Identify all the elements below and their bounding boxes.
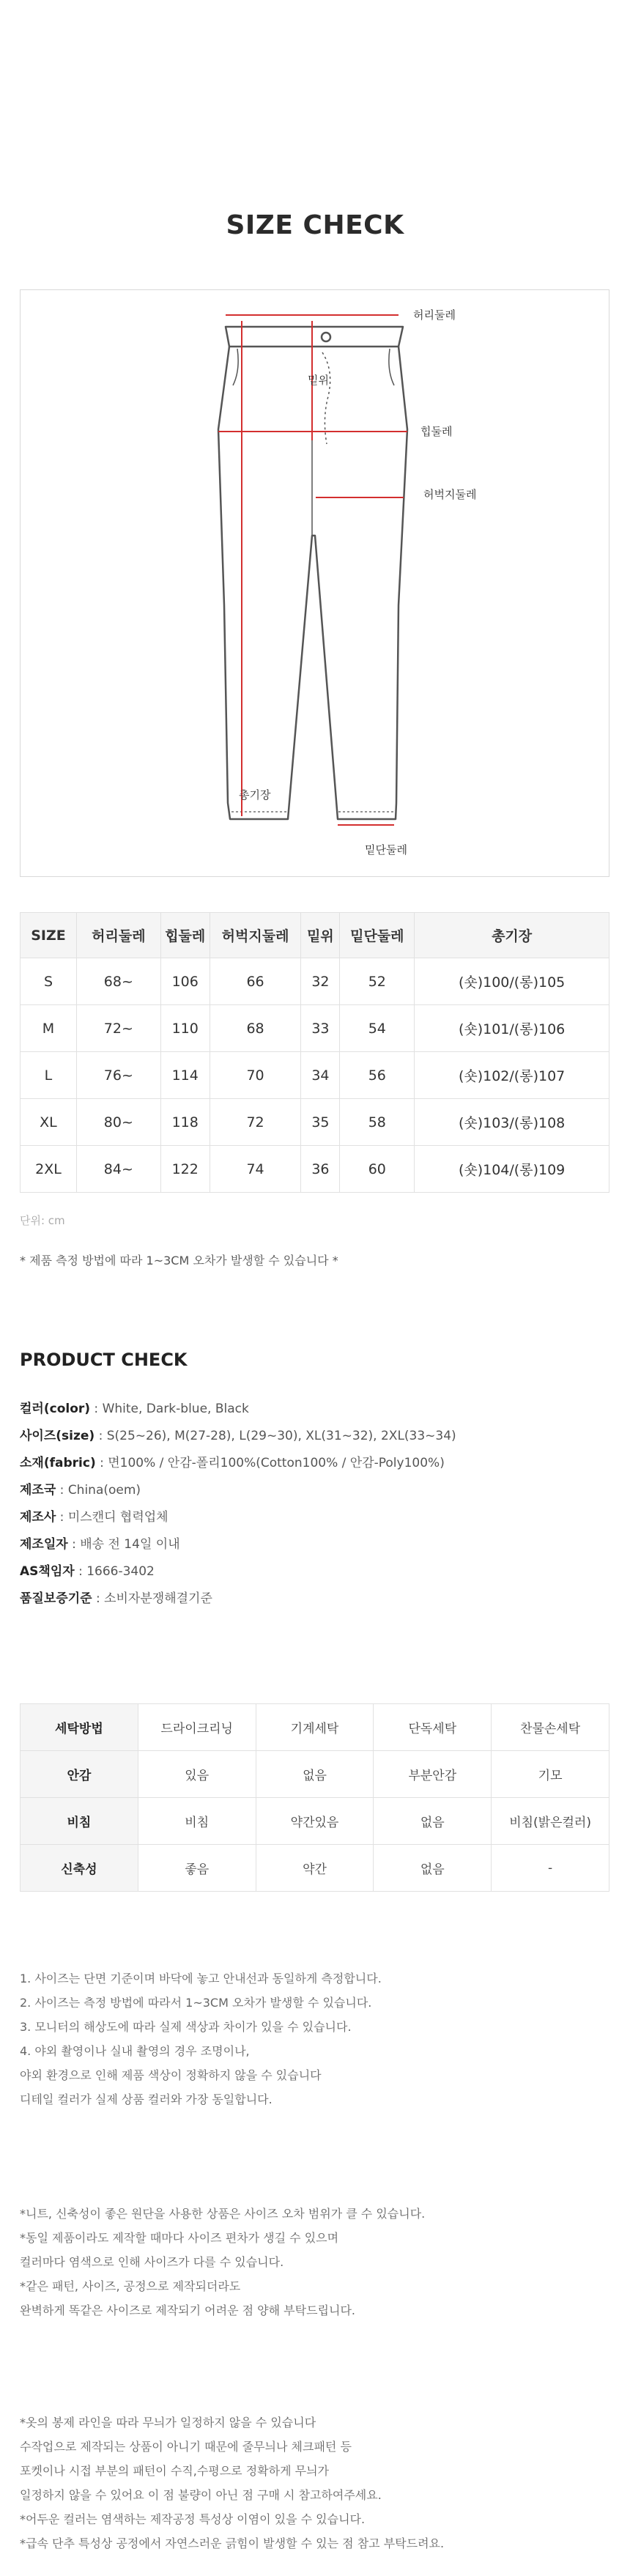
info-value: : S(25~26), M(27-28), L(29~30), XL(31~32), 2XL(33~34) (94, 1429, 456, 1443)
table-cell: S (21, 958, 77, 1005)
measurement-notice: * 제품 측정 방법에 따라 1~3CM 오차가 발생할 수 있습니다 * (20, 1254, 338, 1267)
pants-outline (226, 327, 403, 347)
info-value: : 1666-3402 (74, 1564, 155, 1579)
table-cell: 2XL (21, 1146, 77, 1193)
care-cell: 기계세탁 (256, 1704, 374, 1751)
note-line: 1. 사이즈는 단면 기준이며 바닥에 놓고 안내선과 동일하게 측정합니다. (20, 1972, 382, 1985)
care-cell: 드라이크리닝 (138, 1704, 256, 1751)
care-cell: 약간 (256, 1845, 374, 1892)
hip-label: 힙둘레 (420, 425, 453, 438)
table-cell: 36 (301, 1146, 340, 1193)
note-line: 디테일 컬러가 실제 상품 컬러와 가장 동일합니다. (20, 2092, 273, 2106)
table-cell: (숏)103/(롱)108 (415, 1099, 609, 1146)
product-info-item (20, 1585, 456, 1613)
info-label: 제조일자 (20, 1537, 68, 1552)
rise-label: 밑위 (308, 374, 329, 387)
info-label: 사이즈(size) (20, 1429, 95, 1443)
note-line: 3. 모니터의 해상도에 따라 실제 색상과 차이가 있을 수 있습니다. (20, 2020, 352, 2034)
thigh-label: 허벅지둘레 (423, 488, 477, 501)
header-cell: 허리둘레 (76, 913, 160, 958)
note-line: 포켓이나 시접 부분의 패턴이 수직,수평으로 정확하게 무늬가 (20, 2464, 330, 2478)
product-check-title: PRODUCT CHECK (20, 1350, 188, 1370)
info-label: 제조사 (20, 1510, 56, 1525)
care-cell: 찬물손세탁 (492, 1704, 609, 1751)
table-row (21, 1099, 609, 1146)
table-cell: 68 (210, 1005, 301, 1052)
table-cell: 32 (301, 958, 340, 1005)
care-cell: 비침 (138, 1798, 256, 1845)
care-row-label: 안감 (21, 1751, 138, 1798)
table-cell: 68~ (76, 958, 160, 1005)
note-line: *어두운 컬러는 염색하는 제작공정 특성상 이염이 있을 수 있습니다. (20, 2512, 366, 2526)
note-line: *급속 단추 특성상 공정에서 자연스러운 긁힘이 발생할 수 있는 점 참고 부탁드려요. (20, 2536, 445, 2550)
table-cell: 76~ (76, 1052, 160, 1099)
table-cell: 110 (160, 1005, 210, 1052)
header-cell: 총기장 (415, 913, 609, 958)
product-info-item (20, 1504, 456, 1531)
table-cell: (숏)104/(롱)109 (415, 1146, 609, 1193)
care-row-label: 비침 (21, 1798, 138, 1845)
table-cell: 60 (340, 1146, 415, 1193)
table-cell: 70 (210, 1052, 301, 1099)
info-label: 소재(fabric) (20, 1456, 96, 1470)
note-line: *같은 패턴, 사이즈, 공정으로 제작되더라도 (20, 2279, 241, 2293)
table-cell: 35 (301, 1099, 340, 1146)
table-cell: XL (21, 1099, 77, 1146)
info-label: 품질보증기준 (20, 1591, 92, 1606)
table-cell: 106 (160, 958, 210, 1005)
table-cell: 58 (340, 1099, 415, 1146)
care-cell: 없음 (256, 1751, 374, 1798)
care-cell: 없음 (374, 1798, 492, 1845)
info-label: 컬러(color) (20, 1402, 91, 1416)
note-line: *옷의 봉제 라인을 따라 무늬가 일정하지 않을 수 있습니다 (20, 2416, 316, 2429)
info-value: : 면100% / 안감-폴리100%(Cotton100% / 안감-Poly100%) (95, 1456, 445, 1470)
product-info-item (20, 1558, 456, 1585)
header-cell: SIZE (21, 913, 77, 958)
table-cell: L (21, 1052, 77, 1099)
care-row (21, 1751, 609, 1798)
size-notes (20, 1966, 382, 2111)
pattern-notes (20, 2410, 444, 2555)
care-row-label: 신축성 (21, 1845, 138, 1892)
table-cell: 56 (340, 1052, 415, 1099)
note-line: 4. 야외 촬영이나 실내 촬영의 경우 조명이나, (20, 2044, 250, 2058)
table-row (21, 1146, 609, 1193)
care-row (21, 1845, 609, 1892)
note-line: 2. 사이즈는 측정 방법에 따라서 1~3CM 오차가 발생할 수 있습니다. (20, 1996, 372, 2010)
table-cell: M (21, 1005, 77, 1052)
table-cell: 66 (210, 958, 301, 1005)
table-cell: 72~ (76, 1005, 160, 1052)
product-info-item (20, 1531, 456, 1558)
table-cell: (숏)102/(롱)107 (415, 1052, 609, 1099)
care-cell: 기모 (492, 1751, 609, 1798)
unit-note: 단위: cm (20, 1214, 65, 1227)
header-cell: 힙둘레 (160, 913, 210, 958)
size-table (20, 912, 609, 1193)
table-cell: 33 (301, 1005, 340, 1052)
info-label: 제조국 (20, 1483, 56, 1498)
note-line: *니트, 신축성이 좋은 원단을 사용한 상품은 사이즈 오차 범위가 클 수 있습니다. (20, 2207, 426, 2221)
care-cell: 있음 (138, 1751, 256, 1798)
product-info-item (20, 1423, 456, 1450)
note-line: *동일 제품이라도 제작할 때마다 사이즈 편차가 생길 수 있으며 (20, 2231, 339, 2245)
table-row (21, 958, 609, 1005)
product-info-list (20, 1396, 456, 1613)
care-row (21, 1704, 609, 1751)
info-label: AS책임자 (20, 1564, 75, 1579)
care-table (20, 1703, 609, 1892)
care-row-label: 세탁방법 (21, 1704, 138, 1751)
note-line: 완벽하게 똑같은 사이즈로 제작되기 어려운 점 양해 부탁드립니다. (20, 2303, 356, 2317)
info-value: : 미스캔디 협력업체 (56, 1510, 168, 1525)
table-cell: 118 (160, 1099, 210, 1146)
care-cell: - (492, 1845, 609, 1892)
hem-label: 밑단둘레 (365, 843, 407, 856)
fabric-notes (20, 2202, 425, 2323)
table-cell: 84~ (76, 1146, 160, 1193)
care-cell: 약간있음 (256, 1798, 374, 1845)
care-cell: 비침(밝은컬러) (492, 1798, 609, 1845)
table-row (21, 1005, 609, 1052)
care-cell: 좋음 (138, 1845, 256, 1892)
header-cell: 허벅지둘레 (210, 913, 301, 958)
size-table-header (21, 913, 609, 958)
table-cell: (숏)101/(롱)106 (415, 1005, 609, 1052)
table-cell: 52 (340, 958, 415, 1005)
care-cell: 없음 (374, 1845, 492, 1892)
care-row (21, 1798, 609, 1845)
table-cell: 74 (210, 1146, 301, 1193)
info-value: : 소비자분쟁해결기준 (92, 1591, 212, 1606)
table-cell: 34 (301, 1052, 340, 1099)
pants-diagram (20, 289, 609, 877)
note-line: 야외 환경으로 인해 제품 색상이 정확하지 않을 수 있습니다 (20, 2068, 322, 2082)
length-label: 총기장 (239, 788, 271, 802)
info-value: : 배송 전 14일 이내 (67, 1537, 180, 1552)
product-info-item (20, 1450, 456, 1477)
care-cell: 단독세탁 (374, 1704, 492, 1751)
table-row (21, 1052, 609, 1099)
table-cell: 54 (340, 1005, 415, 1052)
table-cell: (숏)100/(롱)105 (415, 958, 609, 1005)
table-cell: 80~ (76, 1099, 160, 1146)
note-line: 컬러마다 염색으로 인해 사이즈가 다를 수 있습니다. (20, 2255, 284, 2269)
table-cell: 122 (160, 1146, 210, 1193)
product-info-item (20, 1477, 456, 1504)
waist-label: 허리둘레 (413, 308, 456, 322)
product-info-item (20, 1396, 456, 1423)
care-cell: 부분안감 (374, 1751, 492, 1798)
note-line: 수작업으로 제작되는 상품이 아니기 때문에 줄무늬나 체크패턴 등 (20, 2440, 352, 2454)
info-value: : China(oem) (56, 1483, 141, 1498)
info-value: : White, Dark-blue, Black (90, 1402, 249, 1416)
table-cell: 114 (160, 1052, 210, 1099)
header-cell: 밑단둘레 (340, 913, 415, 958)
size-check-title: SIZE CHECK (226, 210, 404, 240)
table-cell: 72 (210, 1099, 301, 1146)
header-cell: 밑위 (301, 913, 340, 958)
note-line: 일정하지 않을 수 있어요 이 점 불량이 아닌 점 구매 시 참고하여주세요. (20, 2488, 382, 2502)
